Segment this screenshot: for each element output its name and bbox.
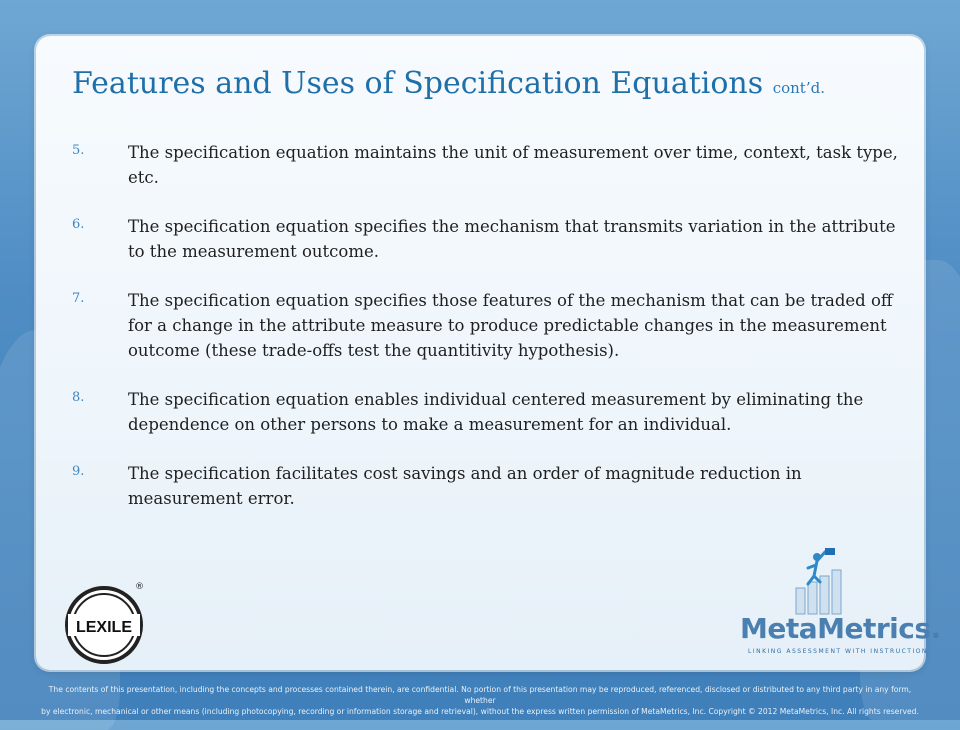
list-item-number: 8.	[72, 390, 85, 405]
list-item	[72, 461, 912, 511]
footer-line-2: by electronic, mechanical or other means (including photocopying, recording or information storage and retrieval), without the express written permission of MetaMetrics, Inc. Copyright © 2012 MetaMetrics, Inc. All rights reserved.	[41, 707, 919, 716]
feature-list	[72, 140, 912, 535]
list-item-text: The specification equation specifies those features of the mechanism that can be traded off for a change in the attribute measure to produce predictable changes in the measurement outcome (these trade-offs test the quantitivity hypothesis).	[128, 291, 893, 360]
title-suffix: cont’d.	[772, 79, 825, 97]
metametrics-logo	[740, 548, 941, 660]
lexile-logo	[64, 582, 144, 665]
list-item-number: 6.	[72, 217, 85, 232]
registered-mark: ®	[135, 582, 144, 592]
list-item-text: The specification equation specifies the mechanism that transmits variation in the attribute to the measurement outcome.	[128, 217, 896, 261]
confidentiality-footer	[40, 684, 920, 717]
lexile-wordmark: LEXILE	[75, 619, 133, 636]
list-item-number: 7.	[72, 291, 85, 306]
list-item	[72, 387, 912, 437]
list-item	[72, 140, 912, 190]
list-item-text: The specification facilitates cost savings and an order of magnitude reduction in measurement error.	[128, 464, 802, 508]
list-item-text: The specification equation enables individual centered measurement by eliminating the dependence on other persons to make a measurement for an individual.	[128, 390, 864, 434]
list-item-text: The specification equation maintains the unit of measurement over time, context, task type, etc.	[128, 143, 898, 187]
slide-title	[72, 64, 912, 108]
list-item	[72, 288, 912, 363]
title-text: Features and Uses of Specification Equations	[72, 66, 764, 101]
metametrics-wordmark: MetaMetrics.	[740, 612, 941, 645]
footer-line-1: The contents of this presentation, including the concepts and processes contained therein, are confidential. No portion of this presentation may be reproduced, referenced, disclosed or distributed to any third party in any form, whether	[48, 685, 912, 705]
list-item-number: 5.	[72, 143, 85, 158]
lexile-badge-icon	[64, 585, 144, 665]
list-item-number: 9.	[72, 464, 85, 479]
rising-figure-icon	[792, 548, 862, 618]
list-item	[72, 214, 912, 264]
metametrics-tagline: LINKING ASSESSMENT WITH INSTRUCTION	[748, 648, 928, 655]
